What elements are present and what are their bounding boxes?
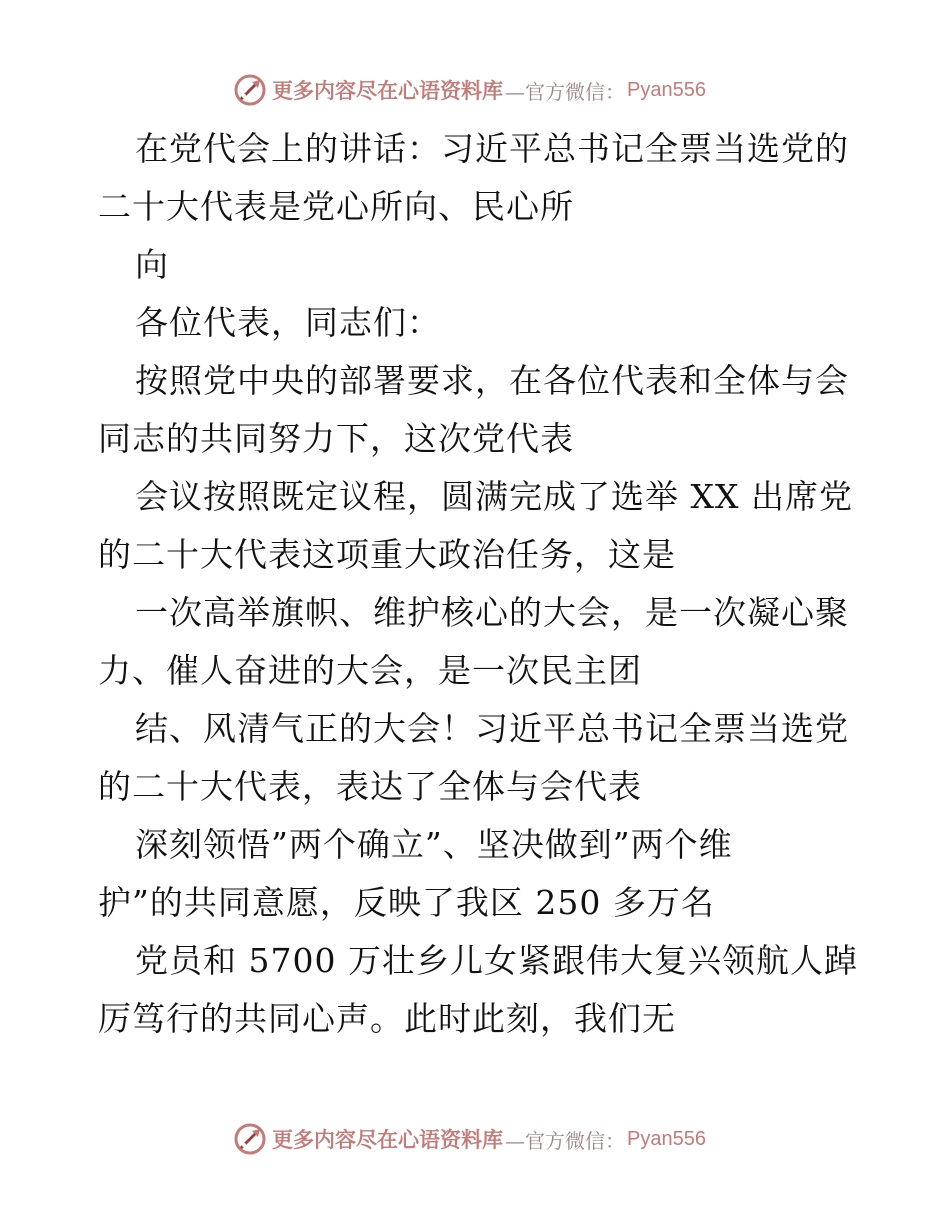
- watermark-title: 更多内容尽在心语资料库: [272, 1127, 503, 1152]
- text-line: 深刻领悟”两个确立”、坚决做到”两个维: [135, 825, 733, 864]
- text-line: 同志的共同努力下，这次党代表: [98, 419, 574, 458]
- watermark-wechat-id: Pyan556: [627, 1127, 706, 1150]
- text-line: 党员和 5700 万壮乡儿女紧跟伟大复兴领航人踔: [135, 941, 858, 980]
- text-line: 结、风清气正的大会！习近平总书记全票当选党: [135, 709, 849, 748]
- pen-nib-logo-icon: [232, 1121, 268, 1157]
- pen-nib-logo-icon: [232, 72, 268, 108]
- text-line: 力、催人奋进的大会，是一次民主团: [98, 651, 642, 690]
- watermark-wechat-id: Pyan556: [627, 78, 706, 101]
- text-line: 护”的共同意愿，反映了我区 250 多万名: [98, 883, 715, 922]
- text-line: 按照党中央的部署要求，在各位代表和全体与会: [135, 361, 849, 400]
- footer-watermark: [232, 1121, 752, 1157]
- text-line: 在党代会上的讲话：习近平总书记全票当选党的: [135, 129, 849, 168]
- text-line: 会议按照既定议程，圆满完成了选举 XX 出席党: [135, 477, 853, 516]
- document-body: [98, 120, 858, 1048]
- header-watermark: [232, 72, 752, 108]
- text-line: 向: [135, 245, 169, 284]
- text-line: 各位代表，同志们：: [135, 303, 441, 342]
- watermark-subtitle: —官方微信：: [505, 79, 625, 104]
- text-line: 的二十大代表这项重大政治任务，这是: [98, 535, 676, 574]
- text-line: 厉笃行的共同心声。此时此刻，我们无: [98, 999, 676, 1038]
- text-line: 二十大代表是党心所向、民心所: [98, 187, 574, 226]
- watermark-subtitle: —官方微信：: [505, 1128, 625, 1153]
- text-line: 的二十大代表，表达了全体与会代表: [98, 767, 642, 806]
- text-line: 一次高举旗帜、维护核心的大会，是一次凝心聚: [135, 593, 849, 632]
- watermark-title: 更多内容尽在心语资料库: [272, 78, 503, 103]
